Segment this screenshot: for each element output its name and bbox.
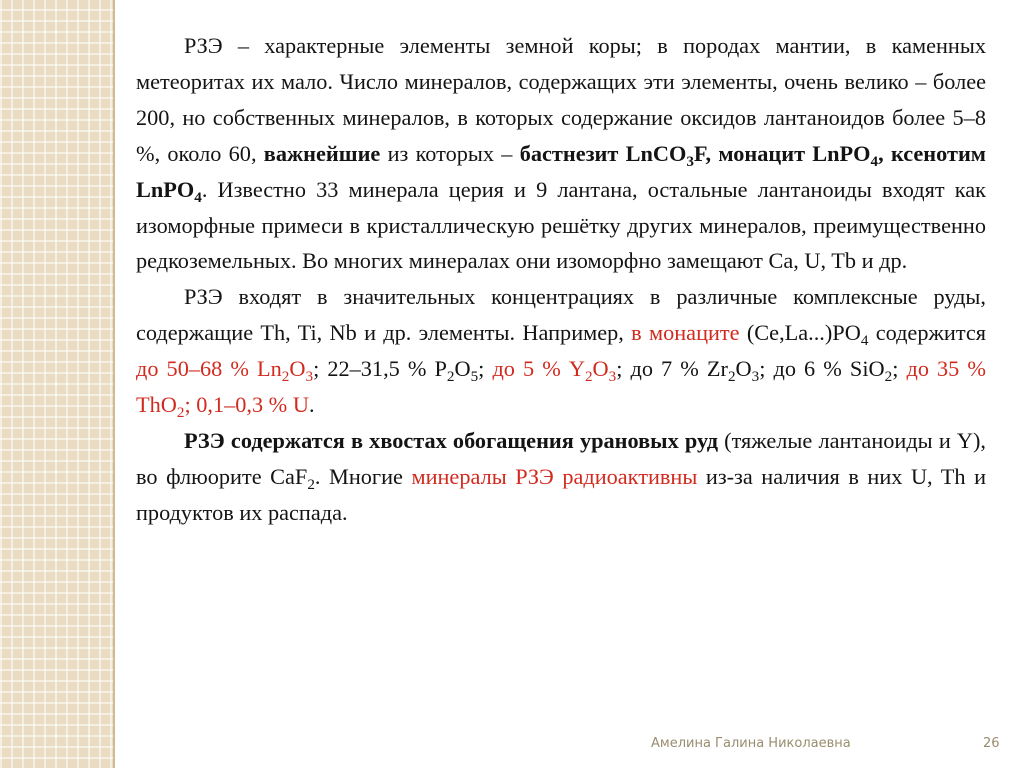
side-divider-line [113,0,115,768]
highlighted-text: до 50–68 % Ln [136,356,282,382]
subscript: 4 [194,188,202,206]
bold-text: бастнезит LnCO [519,140,687,166]
text-run: РЗЭ – характерные элементы земной коры; в породах мантии, в каменных метеоритах их мало. Число минералов, содержащих эти элементы, очень велико – более 200, но собственных минералов, в которых содержание оксидов лантаноидов более 5–8 %, около 60, [136,33,986,166]
page-number: 26 [983,736,1000,751]
subscript: 2 [176,403,185,421]
highlighted-text: ; 0,1–0,3 % U [184,392,309,418]
text-run: ; [478,356,493,382]
subscript: 2 [727,368,736,385]
text-run: (Ce,La...)PO [739,320,861,346]
subscript: 3 [751,368,760,385]
highlighted-ln2o3 [136,356,314,385]
text-run: РЗЭ входят в значительных концентрациях в различные комплексные руды, содержащие Th, Ti, Nb и др. элементы. Например, [136,284,986,346]
subscript: 2 [884,368,893,385]
text-run: из которых – [380,140,520,166]
subscript: 3 [608,368,617,385]
text-run: из-за наличия в них U, Th и продуктов их распада. [136,463,987,525]
highlighted-text: до 5 % Y [492,356,585,382]
text-run: (тяжелые лантаноиды и Y), во флюорите CaF [136,427,987,489]
subscript: 4 [870,152,879,170]
text-run: . Многие [314,463,412,489]
slide-body [136,28,986,531]
text-run: ; до 7 % Zr [616,356,728,382]
bold-text: важнейшие [263,140,381,166]
highlighted-text: O [592,356,609,382]
subscript: 3 [305,368,314,385]
text-run: O [454,356,471,382]
paragraph-1 [136,28,986,279]
footer-author: Амелина Галина Николаевна [651,736,851,751]
paragraph-3 [136,423,986,531]
text-run: ; до 6 % SiO [759,356,885,382]
text-run: O [735,356,752,382]
text-run: ; [892,356,907,382]
text-run: . Известно 33 минерала церия и 9 лантана, остальные лантаноиды входят как изоморфные примеси в кристаллическую решётку других минералов, преимущественно редкоземельных. Во многих минералах они изоморфно замещают Ca, U, Tb и др. [136,176,986,274]
text-run: содержится [868,320,986,346]
highlighted-text: минералы РЗЭ радиоактивны [411,463,698,489]
bold-text: F, монацит LnPO [693,140,871,166]
paragraph-2 [136,279,986,423]
subscript: 2 [446,368,455,385]
highlighted-text: O [289,356,306,382]
highlighted-text: в монаците [631,320,740,346]
highlighted-y2o3 [492,356,617,385]
text-run: ; 22–31,5 % P [313,356,447,382]
subscript: 4 [860,332,869,350]
subscript: 2 [584,368,593,385]
subscript: 2 [281,368,290,385]
bold-text: РЗЭ содержатся в хвостах обогащения урановых руд [184,427,719,453]
bold-text: , ксенотим LnPO [136,140,986,202]
subscript: 3 [686,152,694,170]
decorative-side-strip [0,0,113,768]
text-run: . [308,392,315,418]
subscript: 5 [470,368,479,385]
subscript: 2 [307,475,315,493]
highlighted-text: до 35 % ThO [136,356,986,418]
